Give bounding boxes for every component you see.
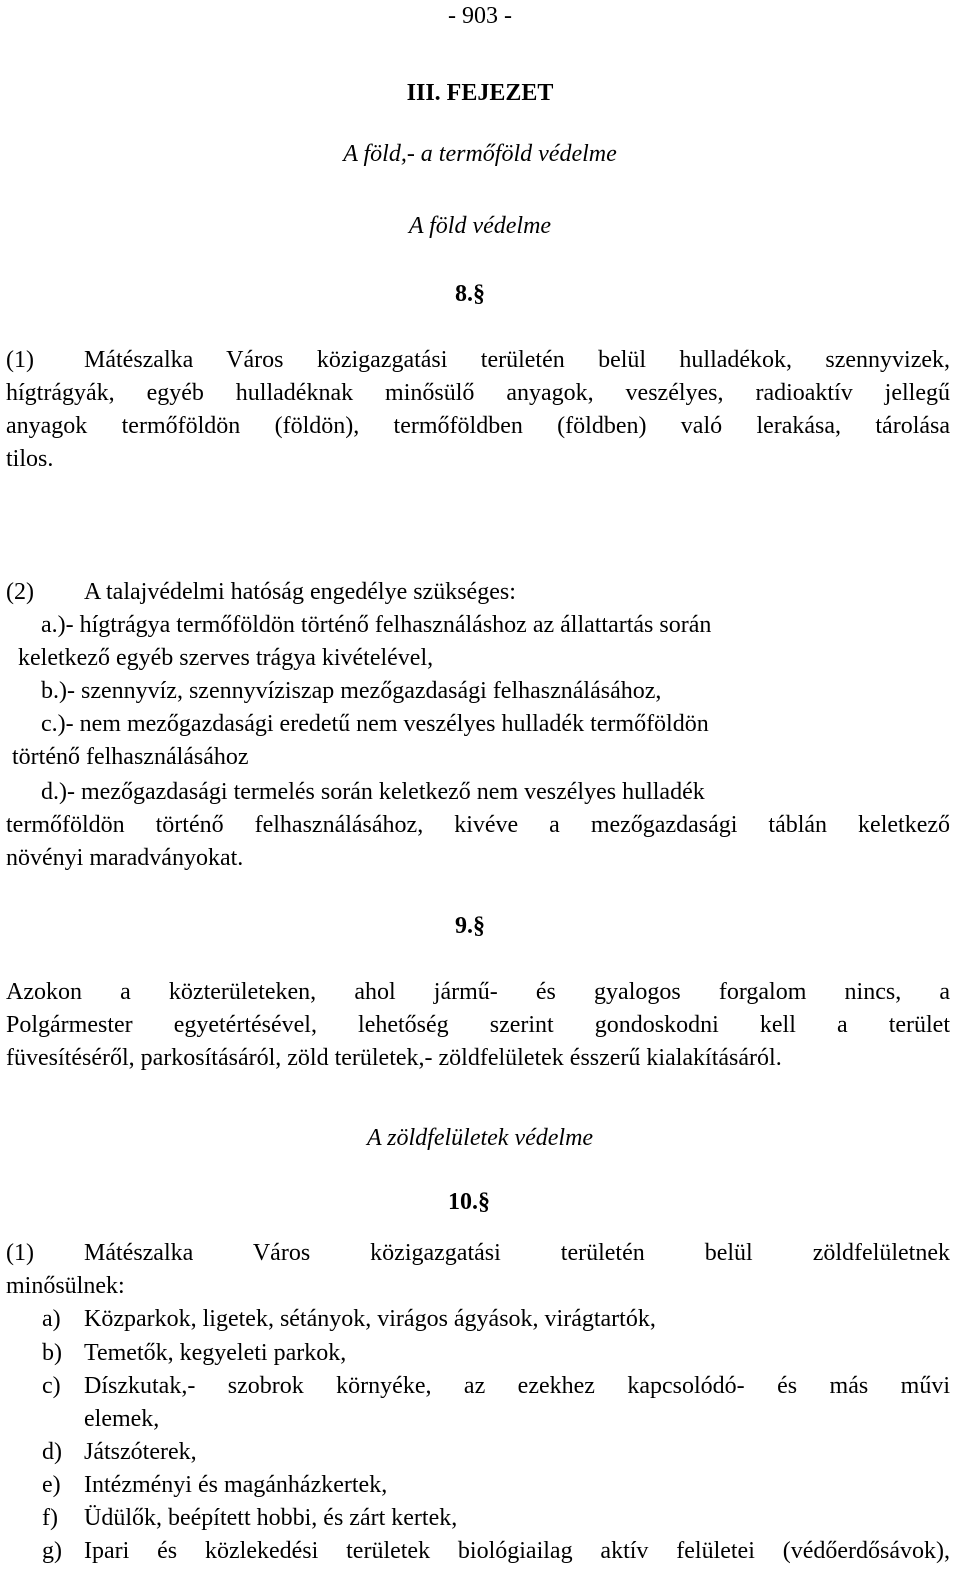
list-item: Üdülők, beépített hobbi, és zárt kertek, <box>84 1505 458 1531</box>
chapter-title: A föld,- a termőföld védelme <box>343 141 617 167</box>
list-marker: a) <box>42 1306 61 1332</box>
list-marker: d) <box>42 1439 62 1465</box>
section-9-heading <box>455 910 485 942</box>
paragraph-marker: (2) <box>6 579 34 605</box>
paragraph-line: Azokon a közterületeken, ahol jármű- és gyalogos forgalom nincs, a <box>6 979 950 1005</box>
section-subtitle-green-areas: A zöldfelületek védelme <box>366 1125 594 1151</box>
paragraph-line: minősülnek: <box>6 1273 125 1299</box>
list-item: Díszkutak,- szobrok környéke, az ezekhez kapcsolódó- és más művi <box>84 1373 950 1399</box>
list-marker: g) <box>42 1538 62 1564</box>
paragraph-line: füvesítéséről, parkosításáról, zöld területek,- zöldfelületek ésszerű kialakításáról. <box>6 1045 782 1071</box>
section-10-heading <box>448 1186 490 1218</box>
list-item-d: d.)- mezőgazdasági termelés során keletkező nem veszélyes hulladék <box>41 779 705 805</box>
section-sign-icon: § <box>473 913 485 939</box>
list-item: Ipari és közlekedési területek biológiailag aktív felületei (védőerdősávok), <box>84 1538 950 1564</box>
paragraph-line: hígtrágyák, egyéb hulladéknak minősülő anyagok, veszélyes, radioaktív jellegű <box>6 380 950 406</box>
page-number: - 903 - <box>448 3 512 29</box>
paragraph-line: Mátészalka Város közigazgatási területén belül zöldfelületnek <box>84 1240 950 1266</box>
list-item-c-cont: történő felhasználásához <box>12 744 249 770</box>
list-item: Intézményi és magánházkertek, <box>84 1472 388 1498</box>
paragraph-line: anyagok termőföldön (földön), termőföldben (földben) való lerakása, tárolása <box>6 413 950 439</box>
list-item-a-cont: keletkező egyéb szerves trágya kivételével, <box>18 645 434 671</box>
paragraph-marker: (1) <box>6 1240 34 1266</box>
section-number: 8. <box>455 281 473 307</box>
paragraph-intro: A talajvédelmi hatóság engedélye szükséges: <box>84 579 516 605</box>
list-marker: c) <box>42 1373 61 1399</box>
section-number: 9. <box>455 913 473 939</box>
paragraph-line: Polgármester egyetértésével, lehetőség szerint gondoskodni kell a terület <box>6 1012 950 1038</box>
section-number: 10. <box>448 1189 478 1215</box>
paragraph-line: tilos. <box>6 446 54 472</box>
list-item-d-cont: növényi maradványokat. <box>6 845 244 871</box>
section-subtitle-land-protection: A föld védelme <box>408 213 552 239</box>
list-marker: e) <box>42 1472 61 1498</box>
list-item-b: b.)- szennyvíz, szennyvíziszap mezőgazdasági felhasználásához, <box>41 678 662 704</box>
list-marker: f) <box>42 1505 58 1531</box>
list-item: Játszóterek, <box>84 1439 197 1465</box>
section-sign-icon: § <box>478 1189 490 1215</box>
section-sign-icon: § <box>473 281 485 307</box>
paragraph-marker: (1) <box>6 347 34 373</box>
section-8-heading <box>455 278 485 310</box>
list-item: Közparkok, ligetek, sétányok, virágos ágyások, virágtartók, <box>84 1306 656 1332</box>
list-marker: b) <box>42 1340 62 1366</box>
paragraph-line: Mátészalka Város közigazgatási területén belül hulladékok, szennyvizek, <box>84 347 950 373</box>
list-item-a: a.)- hígtrágya termőföldön történő felhasználáshoz az állattartás során <box>41 612 712 638</box>
list-item-c: c.)- nem mezőgazdasági eredetű nem veszélyes hulladék termőföldön <box>41 711 709 737</box>
list-item-cont: elemek, <box>84 1406 160 1432</box>
list-item: Temetők, kegyeleti parkok, <box>84 1340 347 1366</box>
chapter-heading: III. FEJEZET <box>406 80 554 106</box>
list-item-d-cont: termőföldön történő felhasználásához, kivéve a mezőgazdasági táblán keletkező <box>6 812 950 838</box>
